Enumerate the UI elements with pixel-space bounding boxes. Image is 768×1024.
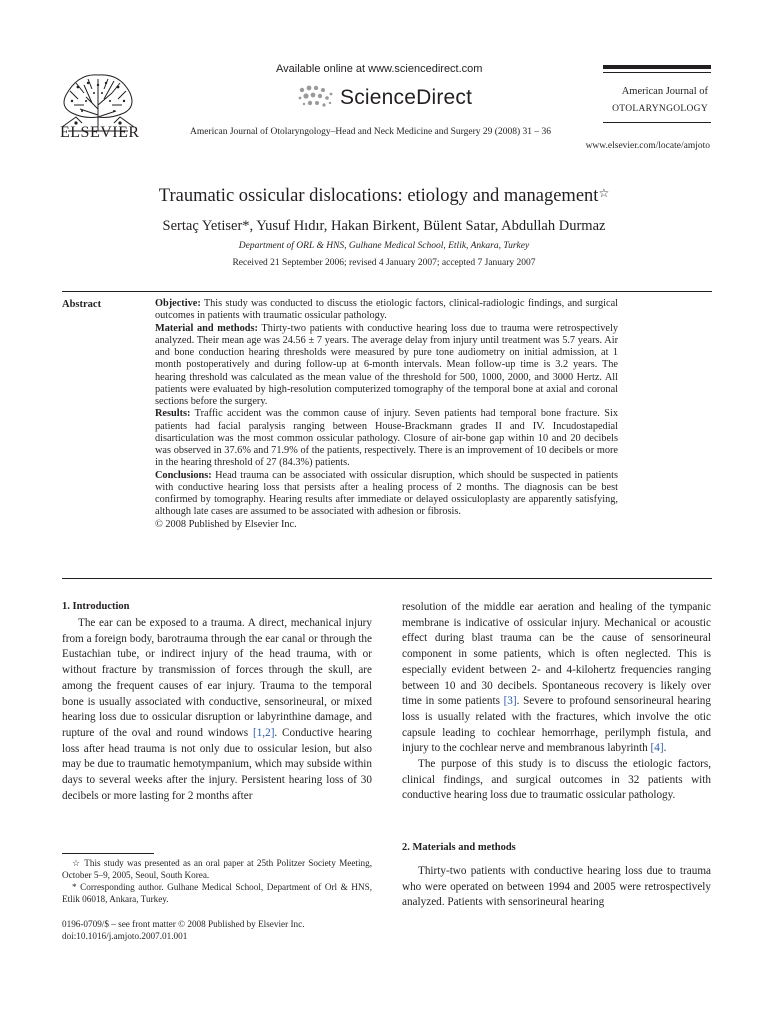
abstract-label: Abstract	[62, 299, 102, 310]
journal-box-rule-mid	[603, 72, 711, 73]
journal-citation: American Journal of Otolaryngology–Head and Neck Medicine and Surgery 29 (2008) 31 – 36	[190, 127, 551, 137]
article-title-text: Traumatic ossicular dislocations: etiology and management	[158, 186, 599, 206]
intro-paragraph-2: The purpose of this study is to discuss the etiologic factors, clinical findings, and surgical outcomes in 32 patients with conductive hearing loss due to traumatic ossicular pathology.	[402, 758, 711, 802]
article-affiliation: Department of ORL & HNS, Gulhane Medical School, Etlik, Ankara, Turkey	[238, 241, 530, 251]
issn-line: 0196-0709/$ – see front matter © 2008 Published by Elsevier Inc.	[62, 919, 305, 929]
journal-url[interactable]: www.elsevier.com/locate/amjoto	[585, 141, 710, 151]
available-online[interactable]: Available online at www.sciencedirect.com	[276, 63, 483, 75]
section-heading-methods: 2. Materials and methods	[402, 842, 516, 853]
journal-name-line1: American Journal of	[621, 86, 708, 97]
publisher-name: ELSEVIER	[60, 124, 140, 141]
intro-paragraph-1: The ear can be exposed to a trauma. A direct, mechanical injury from a foreign body, barotrauma through the ear canal or through the Eustachian tube, or indirect injury of the head trauma, with or without fracture by transmission of forces through the skull, are among the frequent causes of ear injury. Trauma to the temporal bone is usually associated with conductive, sensorineural, or mixed hearing loss due to ossicular disruption or labyrinthine damage, and rupture of the oval and round windows [1,2]. Conductive hearing loss after head trauma is not only due to ossicular lesion, but also may be due to traumatic hemotympanium, which may subside within days to several weeks after the injury. Persistent hearing loss of 30 decibels or more lasting for 2 months after	[62, 617, 372, 802]
abstract-results: Results: Traffic accident was the common cause of injury. Seven patients had temporal bone fracture. Six patients had facial paralysis ranging between House-Brackmann grades II and IV. Incudostapedial disarticulation was the most common ossicular pathology. Closure of air-bone gap within 10 and 20 decibels was observed in 37.6% and 71.9% of the patients, respectively. There is an improvement of 10 decibels or more in the hearing threshold of 27 (84.3%) patients.	[155, 408, 618, 469]
methods-column	[402, 864, 711, 911]
intro-left-column	[62, 616, 372, 804]
sciencedirect-dots-icon	[296, 84, 336, 110]
citation-link-4[interactable]: [4]	[650, 742, 664, 755]
article-authors: Sertaç Yetiser*, Yusuf Hıdır, Hakan Birkent, Bülent Satar, Abdullah Durmaz	[162, 218, 606, 234]
intro-continued-paragraph: resolution of the middle ear aeration and healing of the tympanic membrane is indicative of ossicular injury. Mechanical or acoustic effect during blast trauma can be the cause of sensorineural component in some patients, which is often neglected. This is especially evident between 2- and 4-kilohertz frequencies ranging between 10 and 30 decibels. Spontaneous recovery is likely over time in some patients [3]. Severe to profound sensorineural hearing loss is usually related with the fractures, which involve the otic capsule leading to cochlear hemorrhage, perilymph fistula, and injury to the cochlear nerve and membranous labyrinth [4].	[402, 601, 711, 755]
abstract-rule-bottom	[62, 578, 712, 579]
footnote-presentation: ☆ This study was presented as an oral paper at 25th Politzer Society Meeting, October 5–9, 2005, Seoul, South Korea.	[62, 858, 372, 880]
article-title	[0, 186, 768, 207]
sciencedirect-wordmark: ScienceDirect	[340, 86, 473, 109]
title-footnote-mark[interactable]: ☆	[598, 186, 610, 200]
intro-right-column	[402, 600, 711, 804]
abstract-copyright: © 2008 Published by Elsevier Inc.	[155, 518, 297, 530]
section-heading-introduction: 1. Introduction	[62, 601, 130, 612]
abstract-conclusions: Conclusions: Head trauma can be associated with ossicular disruption, which should be suspected in patients with conductive hearing loss that persists after a healing process of 2 months. The diagnosis can be best confirmed by tomography. Hearing results after immediate or delayed ossiculoplasty are apparently satisfying, although late cases are assumed to be associated with adhesion or fibrosis.	[155, 469, 618, 518]
page-footer	[62, 918, 372, 942]
abstract-body	[155, 298, 618, 531]
footnote-rule	[62, 853, 154, 854]
abstract-objective: Objective: This study was conducted to discuss the etiologic factors, clinical-radiologic findings, and surgical outcomes in patients with traumatic ossicular pathology.	[155, 298, 618, 322]
abstract-rule-top	[62, 291, 712, 292]
methods-paragraph-1: Thirty-two patients with conductive hearing loss due to trauma who were operated on between 1994 and 2005 were retrospectively analyzed. Patients with sensorineural hearing	[402, 865, 711, 909]
citation-link-1-2[interactable]: [1,2]	[252, 726, 275, 739]
footnote-corresponding-author: * Corresponding author. Gulhane Medical School, Department of Orl & HNS, Etlik 06018, Ankara, Turkey.	[62, 882, 372, 904]
article-received-dates: Received 21 September 2006; revised 4 January 2007; accepted 7 January 2007	[232, 258, 536, 268]
journal-box-rule-top	[603, 65, 711, 69]
abstract-methods: Material and methods: Thirty-two patients with conductive hearing loss due to trauma were retrospectively analyzed. Their mean age was 24.56 ± 7 years. The average delay from injury until treatment was 5.7 years. Air and bone conduction hearing thresholds were measured by pure tone audiometry on initial admission, at 1 month postoperatively and during follow-up at 6-month intervals. Mean follow-up time is 3.2 years. The hearing threshold was calculated as the mean value of the threshold for 500, 1000, 2000, and 3000 Hertz. All patients were evaluated by high-resolution computerized tomography of the temporal bone at axial and coronal sections before the surgery.	[155, 322, 618, 407]
journal-name-line2: OTOLARYNGOLOGY	[612, 104, 708, 114]
journal-box-rule-bottom	[603, 122, 711, 123]
doi-line[interactable]: doi:10.1016/j.amjoto.2007.01.001	[62, 931, 188, 941]
citation-link-3[interactable]: [3]	[503, 695, 517, 708]
footnotes	[62, 857, 372, 905]
